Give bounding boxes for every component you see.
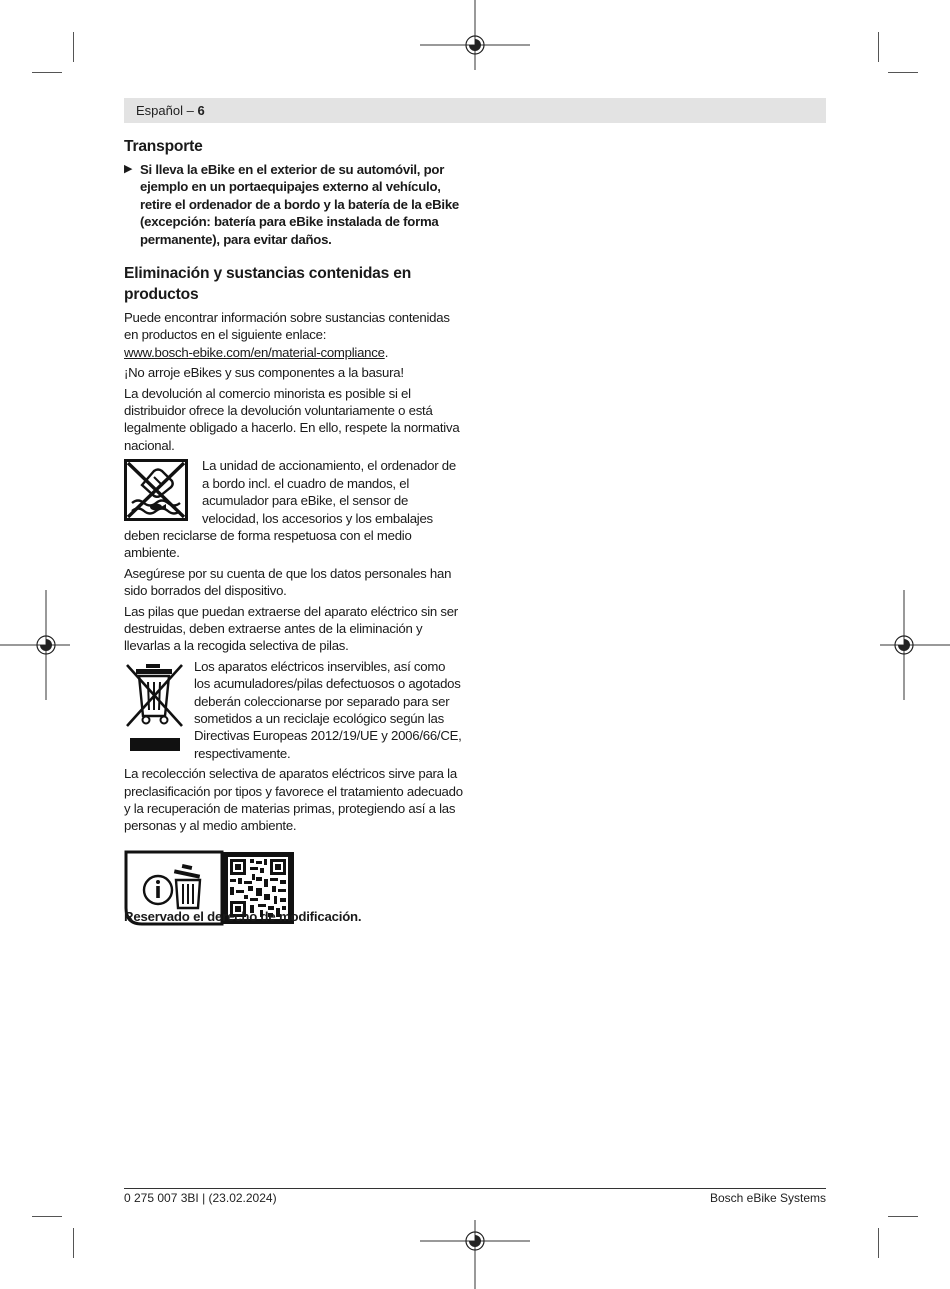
recycling-block xyxy=(124,457,464,564)
section-title-disposal: Eliminación y sustancias contenidas en productos xyxy=(124,265,412,304)
paragraph-personal-data: Asegúrese por su cuenta de que los datos personales han sido borrados del dispositivo. xyxy=(124,565,452,599)
crop-mark xyxy=(73,32,74,62)
registration-mark-right xyxy=(880,590,950,700)
reserved-rights-note: Reservado el derecho de modificación. xyxy=(124,909,362,924)
link-suffix: . xyxy=(384,344,389,360)
transport-warning-text: Si lleva la eBike en el exterior de su automóvil, por ejemplo en un portaequipajes externo al vehículo, retire el ordenador de a bordo y la batería de la eBike (excepción: batería para eBike instalada de forma permanente), para evitar daños. xyxy=(140,162,459,247)
section-title-transport: Transporte xyxy=(124,138,203,155)
footer-brand: Bosch eBike Systems xyxy=(709,1191,826,1205)
crop-mark xyxy=(888,1216,918,1217)
paragraph-batteries: Las pilas que puedan extraerse del aparato eléctrico sin ser destruidas, deben extraerse antes de la eliminación y llevarlas a la recogida selectiva de pilas. xyxy=(124,603,458,654)
page-number: 6 xyxy=(197,103,205,118)
header-label xyxy=(136,103,205,118)
footer-doc-number: 0 275 007 3BI | (23.02.2024) xyxy=(124,1191,277,1205)
crop-mark xyxy=(888,72,918,73)
registration-mark-top xyxy=(420,0,530,70)
crossed-out-wheelie-bin-icon xyxy=(124,662,186,754)
page-header xyxy=(124,98,826,123)
crop-mark xyxy=(878,32,879,62)
header-language: Español xyxy=(136,103,183,118)
registration-mark-bottom xyxy=(420,1220,530,1289)
paragraph-substances xyxy=(124,309,464,361)
transport-warning-item xyxy=(124,161,464,248)
paragraph-selective-collection: La recolección selectiva de aparatos eléctricos sirve para la preclasificación por tipos y favorece el tratamiento adecuado y la recuperación de materias primas, protegiendo así a las personas y al medio ambiente. xyxy=(124,766,463,834)
substances-text: Puede encontrar información sobre sustancias contenidas en productos en el siguiente enlace: xyxy=(124,310,450,343)
crop-mark xyxy=(32,72,62,73)
paragraph-weee-directive: Los aparatos eléctricos inservibles, así como los acumuladores/pilas defectuosos o agotados deberán coleccionarse por separado para ser sometidos a un reciclaje ecológico según las Directivas Europeas 2012/19/UE y 2006/66/CE, respectivamente. xyxy=(194,658,462,761)
paragraph-no-trash: ¡No arroje eBikes y sus componentes a la basura! xyxy=(124,365,404,381)
paragraph-recycle-components: La unidad de accionamiento, el ordenador de a bordo incl. el cuadro de mandos, el acumulador para eBike, el sensor de velocidad, los accesorios y los embalajes deben reciclarse de forma respetuosa con el medio ambiente. xyxy=(124,458,456,561)
no-disposal-in-water-icon xyxy=(124,459,188,521)
crop-mark xyxy=(73,1228,74,1258)
registration-mark-left xyxy=(0,590,70,700)
footer-divider xyxy=(124,1188,826,1189)
crop-mark xyxy=(32,1216,62,1217)
paragraph-return-retailer: La devolución al comercio minorista es posible si el distribuidor ofrece la devolución voluntariamente o está legalmente obligado a hacerlo. En ello, respete la normativa nacional. xyxy=(124,385,460,453)
header-separator: – xyxy=(186,103,194,118)
material-compliance-link[interactable]: www.bosch-ebike.com/en/material-compliance xyxy=(124,344,385,360)
crop-mark xyxy=(878,1228,879,1258)
main-column xyxy=(124,136,464,930)
weee-block xyxy=(124,658,464,765)
bullet-triangle-icon: ▶ xyxy=(124,163,133,175)
